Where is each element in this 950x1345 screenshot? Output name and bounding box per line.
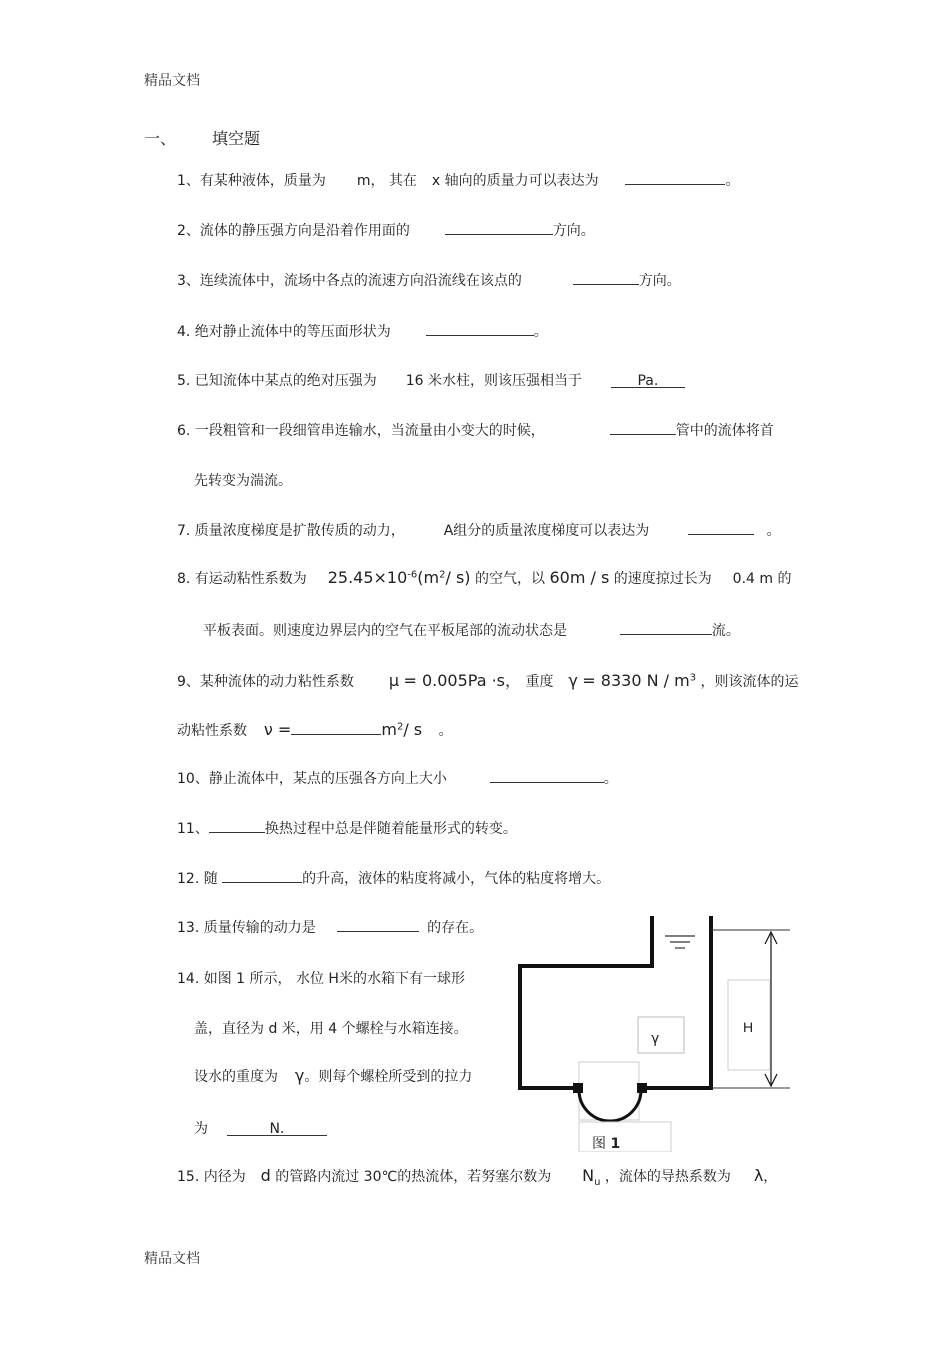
q3-text: 3、连续流体中，流场中各点的流速方向沿流线在该点的	[177, 273, 522, 289]
q9-line2-text: 动粘性系数	[177, 723, 247, 739]
question-14-line1: 14. 如图 1 所示， 水位 H米的水箱下有一球形	[177, 971, 465, 987]
q3-blank[interactable]	[573, 270, 639, 285]
q15-text-b: 的管路内流过 30℃的热流体，若努塞尔数为	[275, 1169, 552, 1185]
q13-text: 13. 质量传输的动力是	[177, 920, 316, 936]
gamma-label-box	[638, 1017, 684, 1053]
gamma-label: γ	[651, 1031, 660, 1047]
q8-length: 0.4 m	[732, 571, 774, 587]
q4-end: 。	[533, 324, 548, 340]
q3-end: 方向。	[638, 273, 681, 289]
question-11	[177, 818, 517, 838]
question-1	[177, 170, 739, 190]
question-5	[177, 370, 685, 390]
section-title: 填空题	[212, 129, 261, 148]
q8-text-d: 的	[777, 571, 792, 587]
question-3	[177, 270, 681, 290]
question-10	[177, 768, 618, 788]
question-7	[177, 520, 781, 540]
q9-text-a: 9、某种流体的动力粘性系数	[177, 674, 354, 690]
question-8	[177, 568, 791, 588]
q11-text: 11、	[177, 821, 209, 837]
question-6-line2: 先转变为湍流。	[194, 473, 292, 489]
figure-caption-b: 1	[610, 1136, 621, 1152]
q12-end: 的升高，液体的粘度将减小，气体的粘度将增大。	[302, 871, 611, 887]
q8-text-b: 的空气，以	[475, 571, 545, 587]
q10-end: 。	[603, 771, 618, 787]
page-header: 精品文档	[144, 73, 200, 89]
q9-gamma-value: = 8330 N / m	[582, 671, 690, 690]
q8-text-c: 的速度掠过长为	[613, 571, 712, 587]
q13-end: 的存在。	[427, 920, 484, 936]
q12-text: 12. 随	[177, 871, 218, 887]
h-label: H	[743, 1019, 754, 1035]
q8-unit: (m	[417, 568, 440, 587]
q15-nusselt-sub: u	[594, 1176, 601, 1188]
question-6	[177, 420, 774, 440]
q9-unit: m	[381, 720, 397, 739]
q9-mu-value: = 0.005Pa ·s，	[403, 671, 522, 690]
q1-text-a: 1、有某种液体，质量为	[177, 173, 326, 189]
q8-unit-exp: 2	[439, 569, 446, 581]
q9-text-b: 重度	[525, 674, 554, 690]
figure-caption-a: 图	[592, 1136, 611, 1152]
q2-end: 方向。	[552, 223, 595, 239]
section-number: 一、	[144, 129, 177, 148]
q9-text-c: ，则该流体的运	[700, 674, 799, 690]
question-14-line2: 盖，直径为 d 米，用 4 个螺栓与水箱连接。	[194, 1021, 468, 1037]
figure-1-caption	[592, 1133, 620, 1153]
q4-blank[interactable]	[426, 321, 534, 336]
q1-end: 。	[725, 173, 740, 189]
question-4	[177, 321, 548, 341]
q1-axis-symbol: x	[431, 173, 441, 189]
question-14-line4	[194, 1118, 327, 1138]
q6-text: 6. 一段粗管和一段细管串连输水，当流量由小变大的时候，	[177, 423, 545, 439]
figure-1-tank-diagram	[515, 912, 815, 1152]
q8-exponent: -6	[407, 569, 418, 581]
question-15	[177, 1166, 777, 1188]
q2-text: 2、流体的静压强方向是沿着作用面的	[177, 223, 410, 239]
question-8-line2	[203, 620, 740, 640]
q9-gamma-symbol: γ	[568, 671, 578, 690]
q14-blank[interactable]: N.	[227, 1121, 327, 1136]
question-13	[177, 917, 483, 937]
q4-text: 4. 绝对静止流体中的等压面形状为	[177, 324, 391, 340]
q13-blank[interactable]	[337, 917, 419, 932]
q2-blank[interactable]	[445, 220, 553, 235]
q10-blank[interactable]	[490, 768, 604, 783]
q12-blank[interactable]	[222, 868, 302, 883]
q7-end: 。	[766, 523, 781, 539]
q9-nu: ν =	[263, 720, 292, 739]
q6-end: 管中的流体将首	[675, 423, 774, 439]
q14-gamma-symbol: γ	[294, 1066, 305, 1085]
q9-unit-b: / s	[403, 720, 423, 739]
q8-unit-b: / s)	[445, 568, 471, 587]
q9-end: 。	[438, 723, 453, 739]
q8-speed: 60m / s	[549, 568, 610, 587]
question-9	[177, 668, 799, 691]
q6-blank[interactable]	[610, 420, 676, 435]
q8-value: 25.45×10	[327, 568, 408, 587]
q9-unit-exp: 2	[396, 721, 404, 733]
question-14-line3	[194, 1066, 472, 1086]
q1-blank[interactable]	[625, 170, 725, 185]
q15-nusselt-symbol: N	[582, 1166, 595, 1185]
q5-text-a: 5. 已知流体中某点的绝对压强为	[177, 373, 377, 389]
q15-end: ，	[763, 1169, 778, 1185]
q15-text-c: ，流体的导热系数为	[604, 1169, 731, 1185]
q15-d-symbol: d	[260, 1166, 271, 1185]
q7-text-b: A组分的质量浓度梯度可以表达为	[443, 523, 650, 539]
q8-text-a: 8. 有运动粘性系数为	[177, 571, 307, 587]
q9-mu-symbol: μ	[388, 671, 400, 690]
q11-end: 换热过程中总是伴随着能量形式的转变。	[264, 821, 517, 837]
question-12	[177, 868, 610, 888]
spherical-cover	[579, 1090, 641, 1121]
q15-text-a: 15. 内径为	[177, 1169, 246, 1185]
q1-text-b: 其在	[388, 173, 417, 189]
q10-text: 10、静止流体中，某点的压强各方向上大小	[177, 771, 447, 787]
q14-line4-a: 为	[194, 1121, 208, 1137]
q8-end: 流。	[711, 623, 740, 639]
q5-blank[interactable]: Pa.	[611, 373, 685, 388]
question-9-line2	[177, 720, 453, 740]
question-2	[177, 220, 595, 240]
q14-line3-b: 。则每个螺栓所受到的拉力	[304, 1069, 473, 1085]
q14-line3-a: 设水的重度为	[194, 1069, 278, 1085]
q8-line2-text: 平板表面。则速度边界层内的空气在平板尾部的流动状态是	[203, 623, 567, 639]
q1-mass-symbol: m，	[356, 173, 385, 189]
page-footer: 精品文档	[144, 1251, 200, 1267]
q7-blank[interactable]	[688, 520, 754, 535]
q9-gamma-exp: 3	[689, 672, 697, 684]
q8-blank[interactable]	[620, 620, 712, 635]
q1-text-c: 轴向的质量力可以表达为	[444, 173, 599, 189]
q9-blank[interactable]	[291, 720, 381, 735]
q11-blank[interactable]	[209, 818, 265, 833]
q7-text-a: 7. 质量浓度梯度是扩散传质的动力，	[177, 523, 405, 539]
q15-lambda-symbol: λ	[753, 1166, 764, 1185]
q5-text-b: 16 米水柱，则该压强相当于	[405, 373, 582, 389]
